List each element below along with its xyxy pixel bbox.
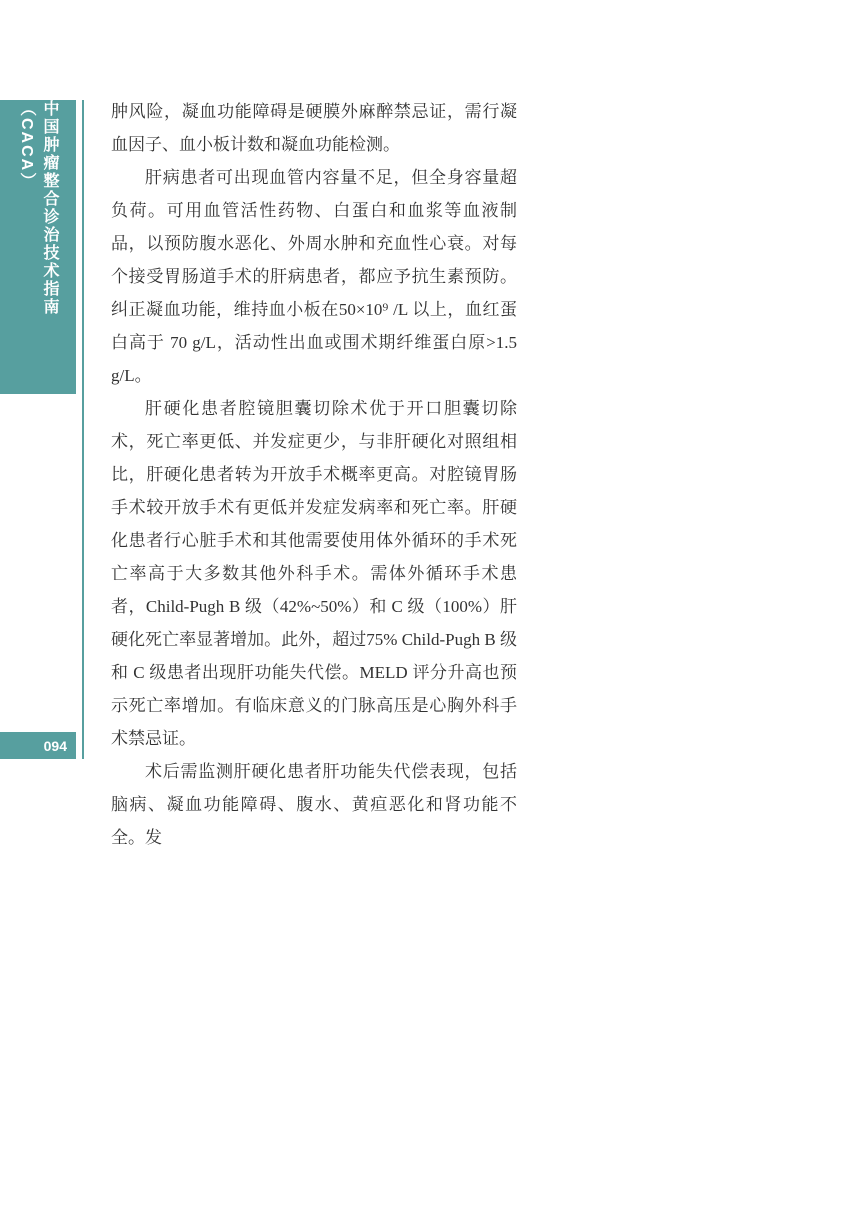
body-text — [111, 95, 517, 854]
paragraph: 术后需监测肝硬化患者肝功能失代偿表现，包括脑病、凝血功能障碍、腹水、黄疸恶化和肾功能不全。发 — [111, 762, 517, 847]
paragraph: 肝病患者可出现血管内容量不足，但全身容量超负荷。可用血管活性药物、白蛋白和血浆等血液制品，以预防腹水恶化、外周水肿和充血性心衰。对每个接受胃肠道手术的肝病患者，都应予抗生素预防。纠正凝血功能，维持血小板在50×10⁹ /L 以上，血红蛋白高于 70 g/L，活动性出血或围术期纤维蛋白原>1.5 g/L。 — [111, 168, 517, 385]
vertical-divider — [82, 100, 84, 759]
sidebar-banner-text: 中国肿瘤整合诊治技术指南（CACA） — [18, 100, 58, 316]
sidebar-banner — [0, 100, 76, 394]
paragraph: 肿风险，凝血功能障碍是硬膜外麻醉禁忌证，需行凝血因子、血小板计数和凝血功能检测。 — [111, 102, 517, 154]
page-number: 094 — [43, 737, 67, 754]
paragraph: 肝硬化患者腔镜胆囊切除术优于开口胆囊切除术，死亡率更低、并发症更少，与非肝硬化对照组相比，肝硬化患者转为开放手术概率更高。对腔镜胃肠手术较开放手术有更低并发症发病率和死亡率。肝硬化患者行心脏手术和其他需要使用体外循环的手术死亡率高于大多数其他外科手术。需体外循环手术患者，Child-Pugh B 级（42%~50%）和 C 级（100%）肝硬化死亡率显著增加。此外，超过75% Child-Pugh B 级和 C 级患者出现肝功能失代偿。MELD 评分升高也预示死亡率增加。有临床意义的门脉高压是心胸外科手术禁忌证。 — [111, 399, 517, 748]
page-number-badge — [0, 732, 76, 759]
